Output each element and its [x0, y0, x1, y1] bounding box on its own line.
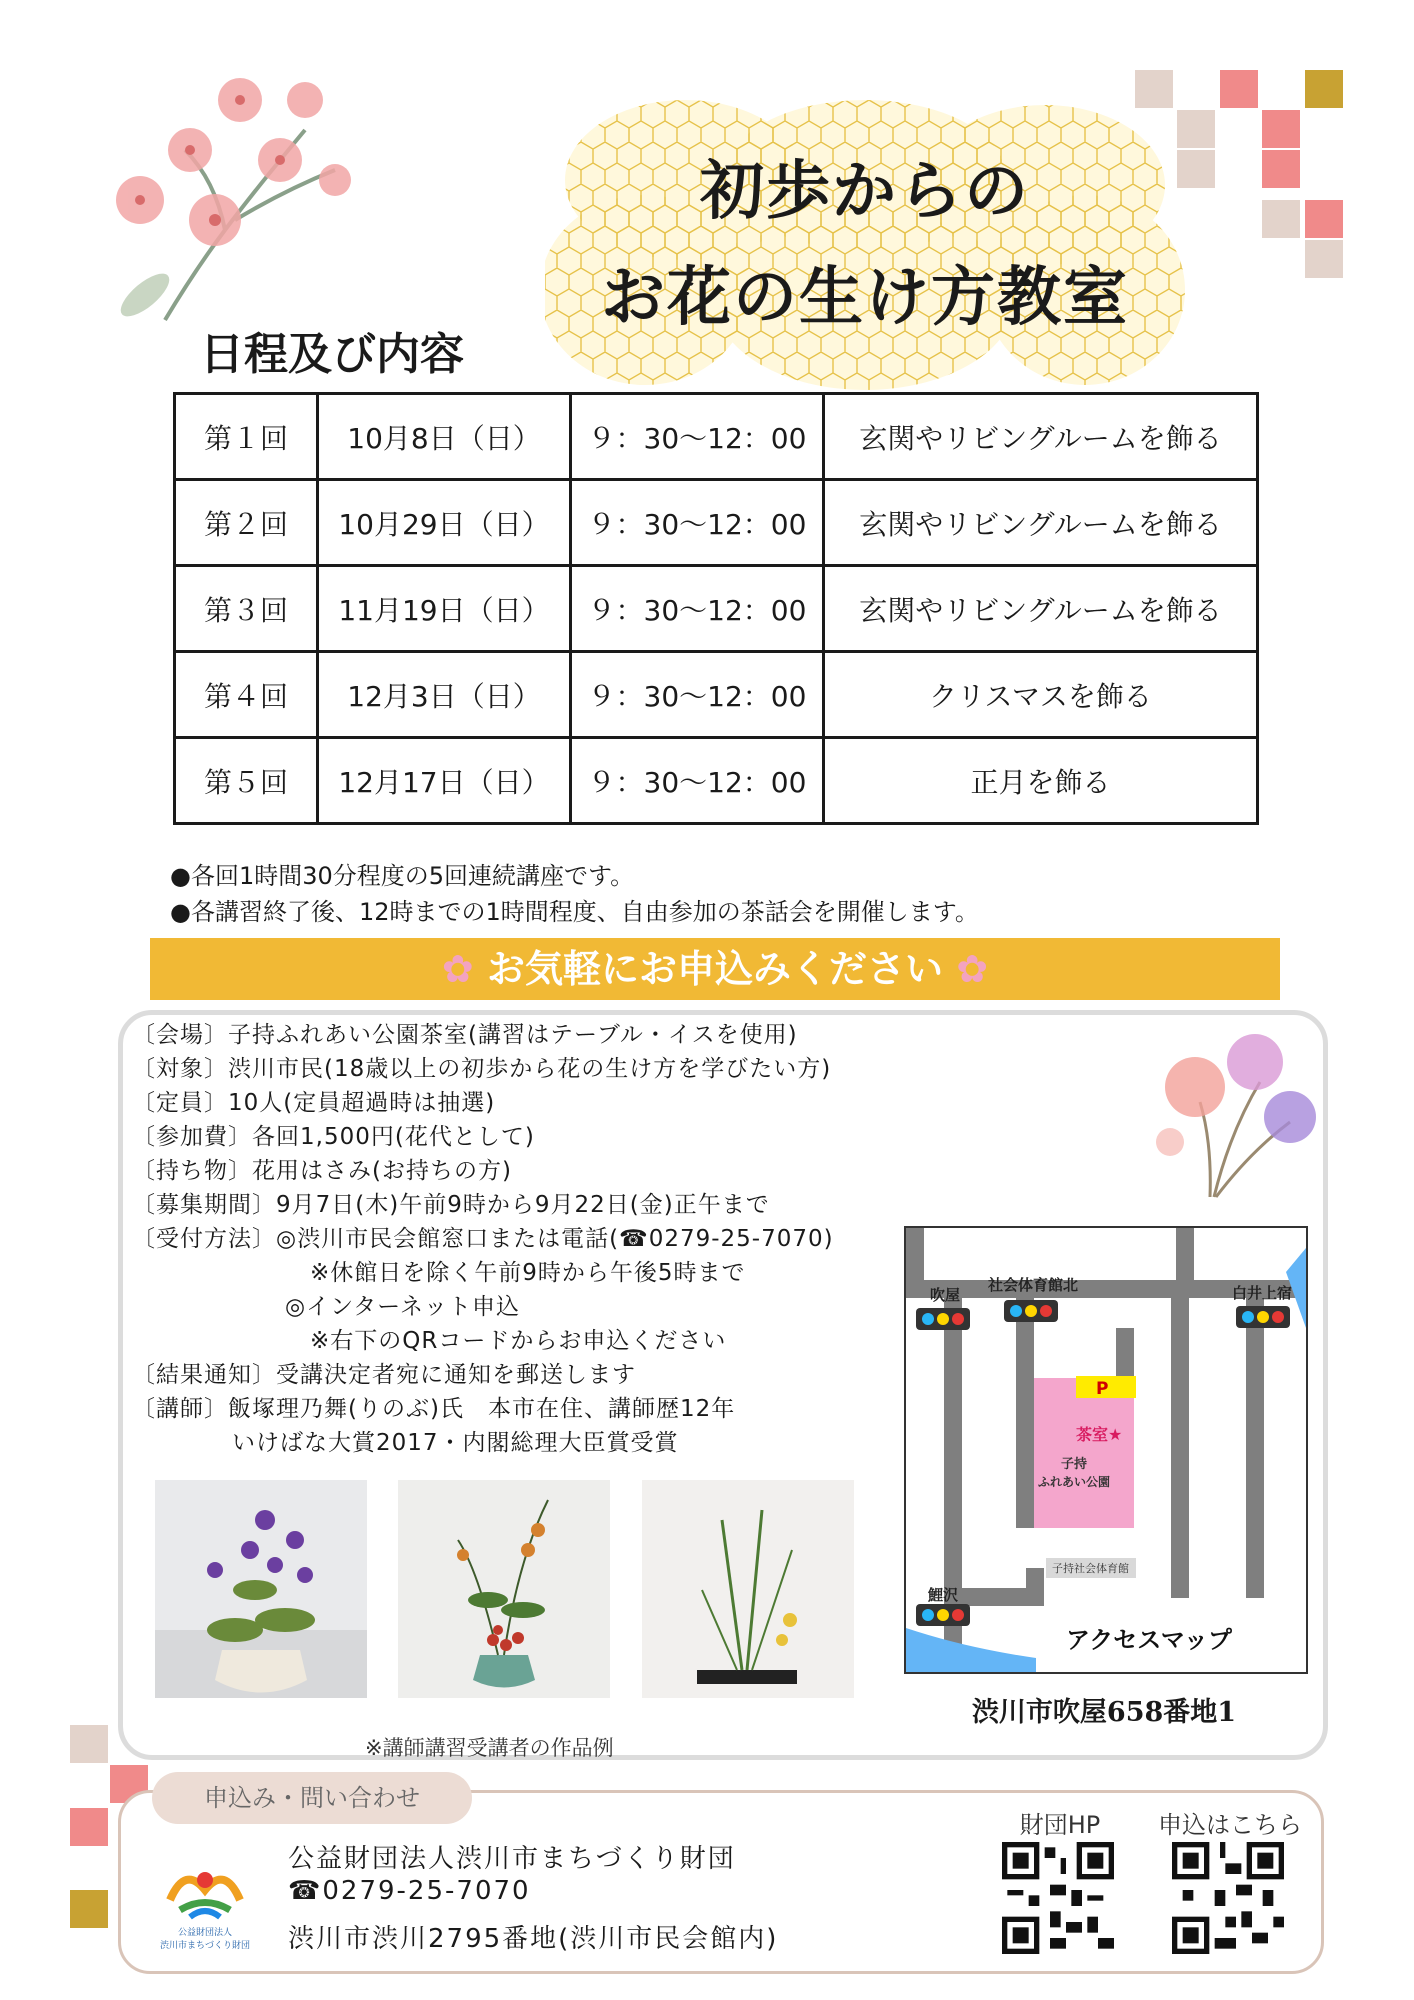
time-cell: ９：30〜12：00: [571, 480, 824, 566]
map-label-chashitsu: 茶室★: [1076, 1425, 1123, 1444]
traffic-light-icon: [916, 1604, 970, 1626]
table-row: [175, 652, 1258, 738]
map-title: アクセスマップ: [1066, 1625, 1232, 1654]
time-cell: ９：30〜12：00: [571, 394, 824, 480]
access-map: [904, 1226, 1308, 1674]
session-cell: 第２回: [175, 480, 318, 566]
info-target: 〔対象〕渋川市民(18歳以上の初歩から花の生け方を学びたい方): [132, 1056, 832, 1082]
time-cell: ９：30〜12：00: [571, 652, 824, 738]
sakura-icon: ✿: [441, 947, 474, 991]
title-line-2: お花の生け方教室: [601, 260, 1129, 335]
venue-address: 渋川市吹屋658番地1: [971, 1697, 1237, 1728]
flower-illustration: [1140, 1012, 1320, 1202]
map-label-shiraijuku: 白井上宿: [1232, 1284, 1293, 1302]
note-line: ●各講習終了後、12時までの1時間程度、自由参加の茶話会を開催します。: [170, 898, 979, 926]
info-method-internet: ◎インターネット申込: [285, 1294, 520, 1320]
info-fee: 〔参加費〕各回1,500円(花代として): [132, 1124, 535, 1150]
contact-address: 渋川市渋川2795番地(渋川市民会館内): [288, 1924, 779, 1954]
info-period: 〔募集期間〕9月7日(木)午前9時から9月22日(金)正午まで: [132, 1192, 770, 1218]
banner: [150, 938, 1280, 1000]
time-cell: ９：30〜12：00: [571, 738, 824, 824]
logo-caption: [150, 1925, 260, 1951]
table-row: [175, 480, 1258, 566]
notes: [170, 858, 979, 930]
content-cell: 玄関やリビングルームを飾る: [824, 480, 1258, 566]
info-result: 〔結果通知〕受講決定者宛に通知を郵送します: [132, 1362, 636, 1388]
section-heading: 日程及び内容: [200, 329, 464, 380]
arrangement-photo-3: [642, 1480, 854, 1698]
logo-text-1: 公益財団法人: [177, 1928, 232, 1938]
traffic-light-icon: [1236, 1306, 1290, 1328]
title-line-1: 初歩からの: [700, 154, 1030, 229]
content-cell: 玄関やリビングルームを飾る: [824, 566, 1258, 652]
arrangement-photo-1: [155, 1480, 367, 1698]
session-cell: 第１回: [175, 394, 318, 480]
table-row: [175, 394, 1258, 480]
map-label-park-1: 子持: [1060, 1457, 1088, 1472]
traffic-light-icon: [1004, 1300, 1058, 1322]
date-cell: 12月3日（日）: [318, 652, 571, 738]
table-row: [175, 738, 1258, 824]
info-venue: 〔会場〕子持ふれあい公園茶室(講習はテーブル・イスを使用): [132, 1022, 798, 1048]
date-cell: 11月19日（日）: [318, 566, 571, 652]
session-cell: 第３回: [175, 566, 318, 652]
info-method-note: ※休館日を除く午前9時から午後5時まで: [310, 1260, 746, 1286]
qr-code-hp-icon[interactable]: [1002, 1842, 1114, 1954]
qr-hp-label: 財団HP: [1019, 1811, 1101, 1839]
content-cell: 玄関やリビングルームを飾る: [824, 394, 1258, 480]
content-cell: クリスマスを飾る: [824, 652, 1258, 738]
flower-illustration: [105, 70, 375, 350]
sakura-icon: ✿: [956, 947, 989, 991]
table-row: [175, 566, 1258, 652]
photo-caption: ※講師講習受講者の作品例: [365, 1736, 614, 1760]
info-method-qr-note: ※右下のQRコードからお申込ください: [310, 1328, 727, 1354]
contact-phone: ☎0279-25-7070: [288, 1876, 531, 1906]
contact-tab: 申込み・問い合わせ: [152, 1772, 472, 1824]
date-cell: 10月8日（日）: [318, 394, 571, 480]
content-cell: 正月を飾る: [824, 738, 1258, 824]
schedule-table: [173, 392, 1259, 825]
info-method: 〔受付方法〕◎渋川市民会館窓口または電話(☎0279-25-7070): [132, 1226, 834, 1252]
map-label-park-2: ふれあい公園: [1037, 1475, 1111, 1489]
map-label-parking: P: [1096, 1379, 1109, 1399]
map-label-shakai-kita: 社会体育館北: [988, 1276, 1079, 1294]
arrangement-photo-2: [398, 1480, 610, 1698]
info-lecturer: 〔講師〕飯塚理乃舞(りのぶ)氏 本市在住、講師歴12年: [132, 1396, 736, 1422]
logo-text-2: 渋川市まちづくり財団: [160, 1941, 250, 1951]
map-label-fukiya: 吹屋: [930, 1286, 961, 1304]
session-cell: 第４回: [175, 652, 318, 738]
session-cell: 第５回: [175, 738, 318, 824]
banner-text: お気軽にお申込みください: [486, 947, 943, 991]
traffic-light-icon: [916, 1308, 970, 1330]
info-bring: 〔持ち物〕花用はさみ(お持ちの方): [132, 1158, 512, 1184]
info-lecturer-award: いけばな大賞2017・内閣総理大臣賞受賞: [232, 1430, 679, 1456]
map-label-gym: 子持社会体育館: [1052, 1562, 1129, 1575]
info-capacity: 〔定員〕10人(定員超過時は抽選): [132, 1090, 496, 1116]
note-line: ●各回1時間30分程度の5回連続講座です。: [170, 862, 635, 890]
date-cell: 12月17日（日）: [318, 738, 571, 824]
map-label-koisawa: 鯉沢: [928, 1586, 959, 1604]
qr-code-apply-icon[interactable]: [1172, 1842, 1284, 1954]
contact-org: 公益財団法人渋川市まちづくり財団: [288, 1844, 736, 1874]
time-cell: ９：30〜12：00: [571, 566, 824, 652]
date-cell: 10月29日（日）: [318, 480, 571, 566]
qr-apply-label: 申込はこちら: [1158, 1811, 1302, 1839]
